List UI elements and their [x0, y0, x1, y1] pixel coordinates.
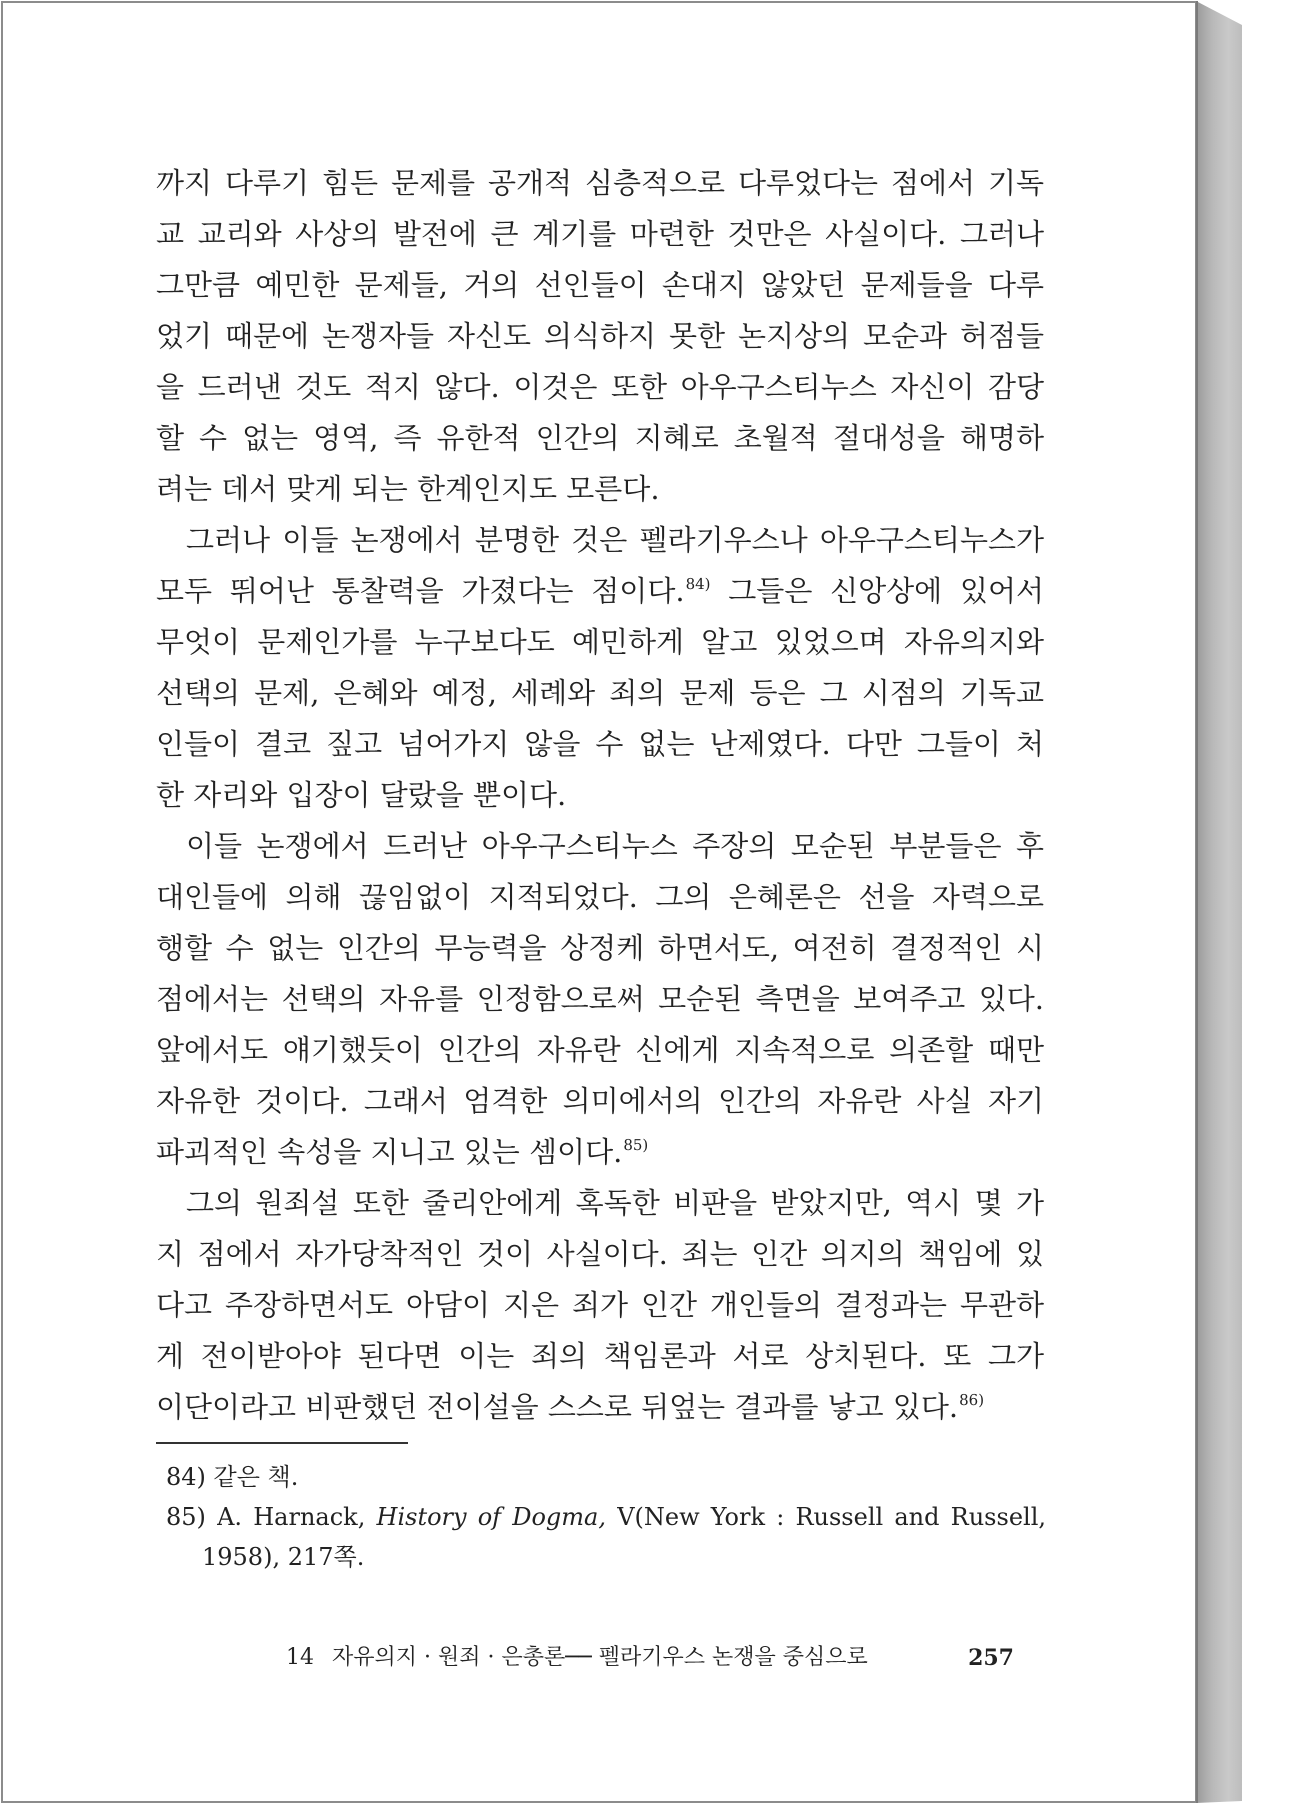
text-line: 게 전이받아야 된다면 이는 죄의 책임론과 서로 상치된다. 또 그가: [156, 1339, 1044, 1373]
text-line: 그의 원죄설 또한 줄리안에게 혹독한 비판을 받았지만, 역시 몇 가: [186, 1186, 1044, 1220]
paragraph: [156, 515, 1044, 821]
text-line: 앞에서도 얘기했듯이 인간의 자유란 신에게 지속적으로 의존할 때만: [156, 1033, 1044, 1067]
footnote-author: A. Harnack,: [217, 1503, 366, 1531]
text-segment: 모두 뛰어난 통찰력을 가졌다는 점이다.: [156, 574, 685, 608]
text-line: 려는 데서 맞게 되는 한계인지도 모른다.: [156, 472, 660, 506]
text-line: 지 점에서 자가당착적인 것이 사실이다. 죄는 인간 의지의 책임에 있: [156, 1237, 1044, 1271]
text-line: 을 드러낸 것도 적지 않다. 이것은 또한 아우구스티누스 자신이 감당: [156, 370, 1044, 404]
chapter-title: 자유의지 · 원죄 · 은총론── 펠라기우스 논쟁을 중심으로: [332, 1645, 868, 1670]
footnote-text: 같은 책.: [213, 1463, 299, 1491]
footnotes: [166, 1457, 1046, 1577]
chapter-number: 14: [286, 1645, 314, 1670]
text-line-with-footnote: [156, 1127, 1044, 1178]
text-line-with-footnote: [156, 1382, 1044, 1433]
footnote-marker: 84): [166, 1463, 206, 1491]
paragraph: [156, 158, 1044, 515]
text-segment: 이단이라고 비판했던 전이설을 스스로 뒤엎는 결과를 낳고 있다.: [156, 1390, 959, 1424]
text-line: 무엇이 문제인가를 누구보다도 예민하게 알고 있었으며 자유의지와: [156, 625, 1044, 659]
text-line: 이들 논쟁에서 드러난 아우구스티누스 주장의 모순된 부분들은 후: [186, 829, 1044, 863]
text-segment: 파괴적인 속성을 지니고 있는 셈이다.: [156, 1135, 623, 1169]
running-footer: [286, 1640, 1014, 1676]
footnote-publication: V(New York : Russell and Russell,: [617, 1503, 1046, 1531]
text-line: 다고 주장하면서도 아담이 지은 죄가 인간 개인들의 결정과는 무관하: [156, 1288, 1044, 1322]
text-line: 교 교리와 사상의 발전에 큰 계기를 마련한 것만은 사실이다. 그러나: [156, 217, 1044, 251]
text-line: 선택의 문제, 은혜와 예정, 세례와 죄의 문제 등은 그 시점의 기독교: [156, 676, 1044, 710]
text-line: 할 수 없는 영역, 즉 유한적 인간의 지혜로 초월적 절대성을 해명하: [156, 421, 1044, 455]
text-line: 자유한 것이다. 그래서 엄격한 의미에서의 인간의 자유란 사실 자기: [156, 1084, 1044, 1118]
footnote-book-title: History of Dogma,: [376, 1503, 606, 1531]
footnote-ref-84[interactable]: 84): [685, 575, 711, 593]
footnote-ref-85[interactable]: 85): [623, 1136, 649, 1154]
text-line: 었기 때문에 논쟁자들 자신도 의식하지 못한 논지상의 모순과 허점들: [156, 319, 1044, 353]
footnote-ref-86[interactable]: 86): [959, 1391, 985, 1409]
body-text: [156, 158, 1044, 1433]
text-line: 그러나 이들 논쟁에서 분명한 것은 펠라기우스나 아우구스티누스가: [186, 523, 1044, 557]
text-line: 행할 수 없는 인간의 무능력을 상정케 하면서도, 여전히 결정적인 시: [156, 931, 1044, 965]
page-stack-edge: [1196, 1, 1242, 1803]
text-line: 점에서는 선택의 자유를 인정함으로써 모순된 측면을 보여주고 있다.: [156, 982, 1044, 1016]
text-line-with-footnote: [156, 566, 1044, 617]
text-segment: 그들은 신앙상에 있어서: [710, 574, 1044, 608]
paragraph: [156, 821, 1044, 1178]
text-line: 대인들에 의해 끊임없이 지적되었다. 그의 은혜론은 선을 자력으로: [156, 880, 1044, 914]
footnote-84: [166, 1457, 1046, 1497]
text-line: 한 자리와 입장이 달랐을 뿐이다.: [156, 778, 567, 812]
footnote-85-continued: 1958), 217쪽.: [202, 1543, 365, 1571]
paragraph: [156, 1178, 1044, 1433]
page-edge-divider: [1196, 1, 1198, 1803]
footnote-marker: 85): [166, 1503, 206, 1531]
text-line: 까지 다루기 힘든 문제를 공개적 심층적으로 다루었다는 점에서 기독: [156, 166, 1044, 200]
footnote-85: [166, 1497, 1046, 1537]
text-line: 그만큼 예민한 문제들, 거의 선인들이 손대지 않았던 문제들을 다루: [156, 268, 1044, 302]
text-line: 인들이 결코 짚고 넘어가지 않을 수 없는 난제였다. 다만 그들이 처: [156, 727, 1044, 761]
footnote-divider: [156, 1442, 408, 1444]
page-number: 257: [968, 1645, 1014, 1671]
